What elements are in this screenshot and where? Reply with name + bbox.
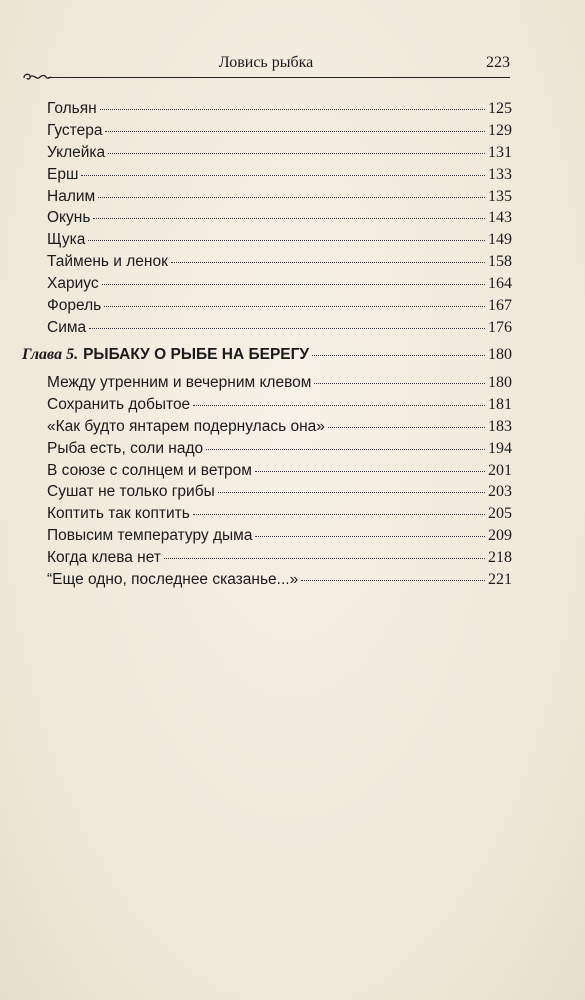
toc-entry-page: 149 [488,231,512,249]
toc-entry [47,416,512,438]
leader-dots [89,328,485,329]
leader-dots [98,197,485,198]
toc-entry-title: Между утренним и вечерним клевом [47,374,312,391]
toc-entry-title: Рыба есть, соли надо [47,439,204,457]
toc-entry-title: Сима [47,318,87,336]
toc-entry [47,229,512,251]
leader-dots [104,306,485,307]
toc-entry [47,372,512,394]
toc-list-after [47,372,512,591]
toc-entry-title: Густера [47,121,103,139]
toc-list-before [47,98,512,339]
toc-entry-page: 181 [488,395,512,413]
toc-entry-page: 135 [488,187,512,205]
leader-dots [301,580,485,581]
toc-entry [47,525,512,547]
leader-dots [314,383,485,384]
leader-dots [164,558,485,559]
running-title: Ловись рыбка [218,54,314,71]
toc-entry [47,394,512,416]
leader-dots [255,471,485,472]
toc-entry-title: Форель [47,297,102,315]
toc-entry-title: Сохранить добытое [47,395,191,413]
toc-entry [47,207,512,229]
leader-dots [100,109,485,110]
toc-entry-page: 143 [488,209,512,227]
toc-entry-title: Сушат не только грибы [47,483,215,501]
toc-entry-page: 194 [488,439,512,457]
toc-entry-page: 129 [488,121,512,139]
toc-entry-page: 167 [488,297,512,315]
leader-dots [193,514,485,515]
toc-entry [47,120,512,142]
toc-entry-title: Ерш [47,165,79,183]
toc-entry [47,142,512,164]
toc-entry [47,481,512,503]
toc-entry [47,438,512,460]
toc-entry [47,569,512,591]
leader-dots [255,536,485,537]
toc-entry-title: “Еще одно, последнее сказанье...» [47,571,299,589]
chapter-heading [22,342,512,368]
leader-dots [88,240,485,241]
page-number: 223 [486,54,510,71]
toc-entry [47,460,512,482]
toc-entry-title: Когда клева нет [47,549,161,567]
leader-dots [328,427,485,428]
toc-entry-title: Уклейка [47,143,106,161]
toc-entry [47,547,512,569]
leader-dots [81,175,485,176]
chapter-label: Глава 5. [22,346,79,363]
toc-entry-title: В союзе с солнцем и ветром [47,461,252,479]
toc-entry-page: 209 [488,527,512,545]
toc-entry-title: Таймень и ленок [47,253,168,271]
chapter-title: РЫБАКУ О РЫБЕ НА БЕРЕГУ [83,346,310,363]
toc-entry-title: «Как будто янтарем подернулась она» [47,417,325,435]
toc-entry-page: 203 [488,483,512,501]
toc-entry-title: Щука [47,231,86,249]
leader-dots [193,405,485,406]
toc-entry-page: 125 [488,100,512,117]
toc-entry-page: 158 [488,253,512,271]
leader-dots [171,262,485,263]
toc-entry [47,503,512,525]
toc-entry [47,273,512,295]
toc-entry-page: 176 [488,318,512,336]
toc-entry-title: Окунь [47,209,91,227]
toc-entry-title: Налим [47,187,96,205]
toc-entry [47,98,512,120]
toc-entry-page: 180 [488,374,512,391]
toc-entry-page: 183 [488,417,512,435]
leader-dots [312,355,485,356]
toc-entry [47,317,512,339]
toc-entry-page: 133 [488,165,512,183]
toc-entry-page: 201 [488,461,512,479]
chapter-page: 180 [488,346,512,363]
toc-entry-title: Хариус [47,275,99,293]
leader-dots [206,449,485,450]
toc-entry-title: Гольян [47,100,97,117]
toc-entry [47,295,512,317]
page-header [22,50,510,82]
toc-entry-page: 221 [488,571,512,589]
toc-entry-page: 205 [488,505,512,523]
leader-dots [102,284,485,285]
leader-dots [93,218,485,219]
toc-entry-title: Повысим температуру дыма [47,527,253,545]
toc-entry-title: Коптить так коптить [47,505,190,523]
toc-entry-page: 218 [488,549,512,567]
toc-entry-page: 131 [488,143,512,161]
leader-dots [108,153,485,154]
toc-entry [47,164,512,186]
toc-entry [47,251,512,273]
toc-entry-page: 164 [488,275,512,293]
leader-dots [218,492,485,493]
leader-dots [105,131,485,132]
toc-entry [47,186,512,208]
header-rule [48,77,510,78]
